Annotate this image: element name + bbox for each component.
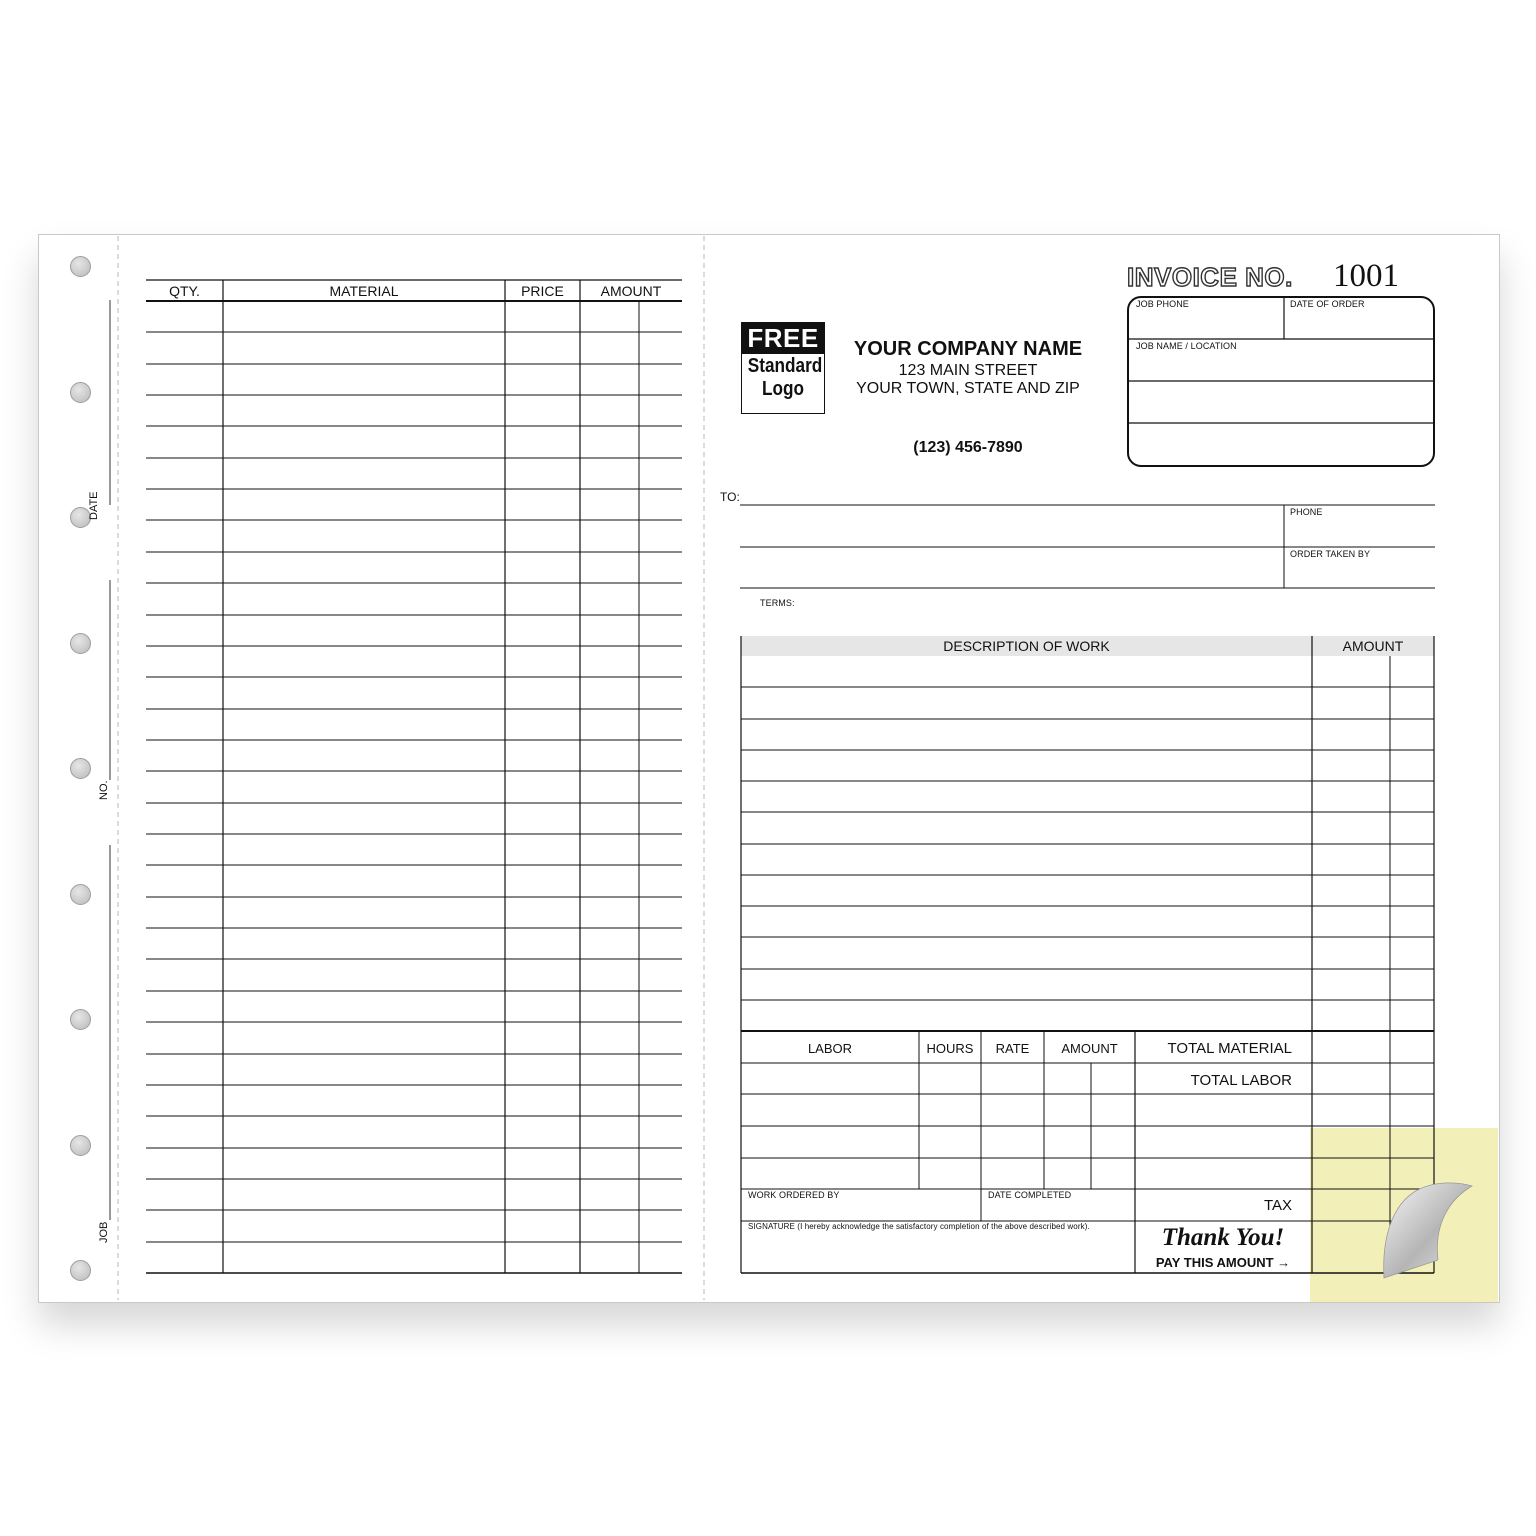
work-table-lines [741, 636, 1434, 1273]
tax-label: TAX [1263, 1197, 1292, 1214]
logo-free: FREE [742, 323, 824, 354]
logo-standard: Standard [747, 355, 823, 377]
invoice-title: INVOICE NO. [1127, 262, 1293, 292]
binder-hole [70, 1135, 91, 1156]
stub-job-label: JOB [98, 1221, 110, 1243]
job-phone-label: JOB PHONE [1136, 299, 1189, 309]
amount-header: AMOUNT [600, 283, 662, 299]
pay-this-amount: PAY THIS AMOUNT → [1155, 1255, 1291, 1270]
company-logo [741, 322, 825, 414]
date-completed-label: DATE COMPLETED [988, 1190, 1072, 1200]
binder-hole [70, 382, 91, 403]
work-ordered-by-label: WORK ORDERED BY [748, 1190, 840, 1200]
date-of-order-label: DATE OF ORDER [1290, 299, 1365, 309]
job-name-label: JOB NAME / LOCATION [1136, 341, 1237, 351]
stub-date-label: DATE [88, 491, 100, 520]
total-material-label: TOTAL MATERIAL [1167, 1040, 1292, 1057]
to-label: TO: [720, 490, 740, 504]
qty-header: QTY. [169, 283, 200, 299]
binder-hole [70, 256, 91, 277]
material-header: MATERIAL [329, 283, 399, 299]
phone-label: PHONE [1290, 507, 1323, 517]
page-curl-icon [1378, 1182, 1474, 1280]
company-city: YOUR TOWN, STATE AND ZIP [856, 380, 1080, 397]
binder-hole [70, 758, 91, 779]
price-header: PRICE [521, 283, 564, 299]
stub-no-label: NO. [98, 780, 110, 800]
labor-header: LABOR [807, 1041, 853, 1056]
binder-hole [70, 1260, 91, 1281]
logo-text: Logo [761, 378, 805, 400]
thank-you-text: Thank You! [1161, 1224, 1285, 1251]
order-taken-by-label: ORDER TAKEN BY [1290, 549, 1371, 559]
binder-hole [70, 884, 91, 905]
terms-label: TERMS: [760, 598, 795, 608]
hours-header: HOURS [926, 1041, 974, 1056]
work-amount-header: AMOUNT [1342, 638, 1404, 654]
invoice-number: 1001 [1333, 258, 1399, 294]
company-phone: (123) 456-7890 [913, 439, 1023, 456]
rate-header: RATE [995, 1041, 1030, 1056]
binder-hole [70, 1009, 91, 1030]
signature-label: SIGNATURE (I hereby acknowledge the satisfactory completion of the above described work). [748, 1222, 1090, 1231]
company-street: 123 MAIN STREET [898, 362, 1038, 379]
company-name: YOUR COMPANY NAME [853, 338, 1083, 360]
labor-amount-header: AMOUNT [1061, 1041, 1118, 1056]
description-header: DESCRIPTION OF WORK [943, 638, 1110, 654]
total-labor-label: TOTAL LABOR [1190, 1072, 1292, 1089]
material-table-lines [146, 280, 682, 1273]
binder-hole [70, 633, 91, 654]
